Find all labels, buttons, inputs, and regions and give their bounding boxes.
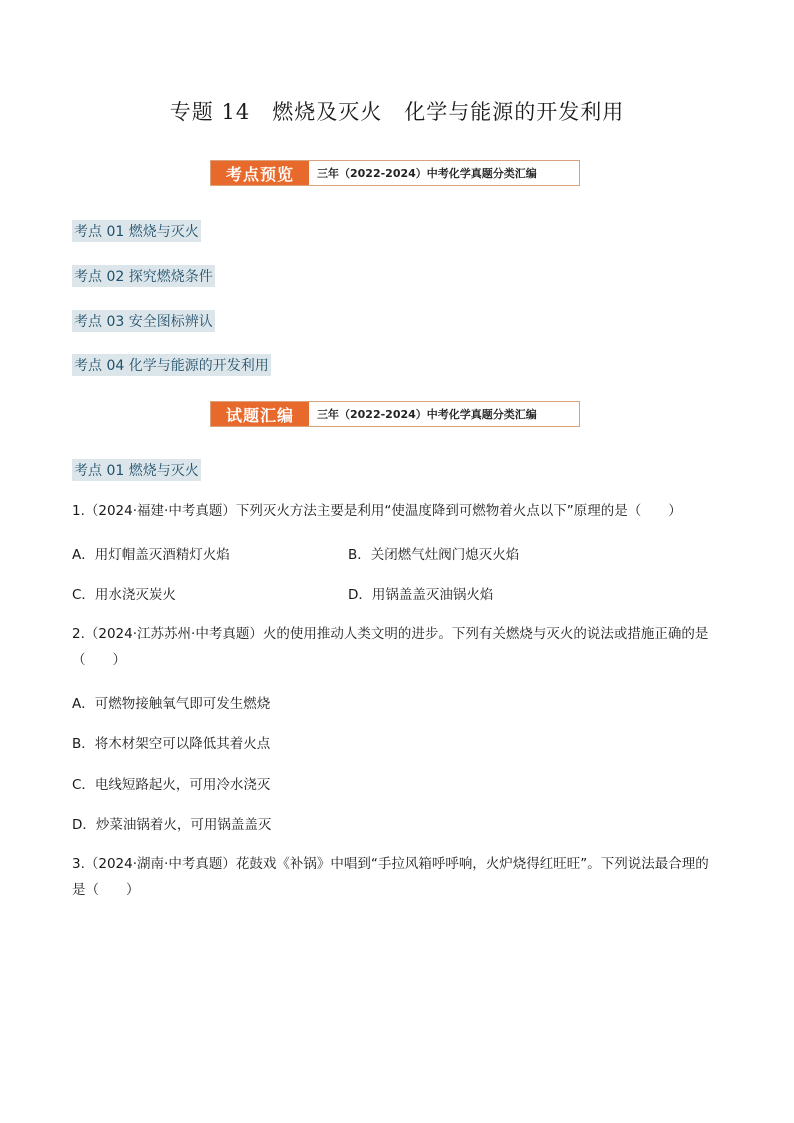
section-heading: 考点 01 燃烧与灭火 [72, 459, 201, 481]
question-1-stem: 1.（2024·福建·中考真题）下列灭火方法主要是利用“使温度降到可燃物着火点以下”原理的是（ ） [72, 503, 682, 519]
toc-item-03[interactable]: 考点 03 安全图标辨认 [72, 310, 215, 332]
banner-subtitle: 三年（2022-2024）中考化学真题分类汇编 [317, 408, 537, 421]
question-2-stem-cont: （ ） [72, 652, 126, 668]
banner-questions [210, 401, 580, 427]
question-1-option-d: D．用锅盖盖灭油锅火焰 [348, 587, 494, 603]
toc-item-02[interactable]: 考点 02 探究燃烧条件 [72, 265, 215, 287]
question-1-option-b: B．关闭燃气灶阀门熄灭火焰 [348, 547, 520, 563]
banner-tag: 试题汇编 [211, 402, 309, 426]
toc-item-01[interactable]: 考点 01 燃烧与灭火 [72, 220, 201, 242]
question-2-option-c: C．电线短路起火，可用冷水浇灭 [72, 777, 271, 793]
question-2-option-a: A．可燃物接触氧气即可发生燃烧 [72, 696, 271, 712]
question-2-stem: 2.（2024·江苏苏州·中考真题）火的使用推动人类文明的进步。下列有关燃烧与灭火的说法或措施正确的是 [72, 626, 709, 642]
banner-tag: 考点预览 [211, 161, 309, 185]
question-2-option-d: D．炒菜油锅着火，可用锅盖盖灭 [72, 817, 272, 833]
question-3-stem: 3.（2024·湖南·中考真题）花鼓戏《补锅》中唱到“手拉风箱呼呼响，火炉烧得红旺旺”。下列说法最合理的 [72, 856, 709, 872]
banner-subtitle: 三年（2022-2024）中考化学真题分类汇编 [317, 167, 537, 180]
banner-preview [210, 160, 580, 186]
question-2-option-b: B．将木材架空可以降低其着火点 [72, 736, 271, 752]
question-1-option-c: C．用水浇灭炭火 [72, 587, 176, 603]
toc-item-04[interactable]: 考点 04 化学与能源的开发利用 [72, 354, 271, 376]
question-3-stem-cont: 是（ ） [72, 882, 140, 898]
question-1-option-a: A．用灯帽盖灭酒精灯火焰 [72, 547, 230, 563]
page-title: 专题 14 燃烧及灭火 化学与能源的开发利用 [169, 100, 625, 124]
